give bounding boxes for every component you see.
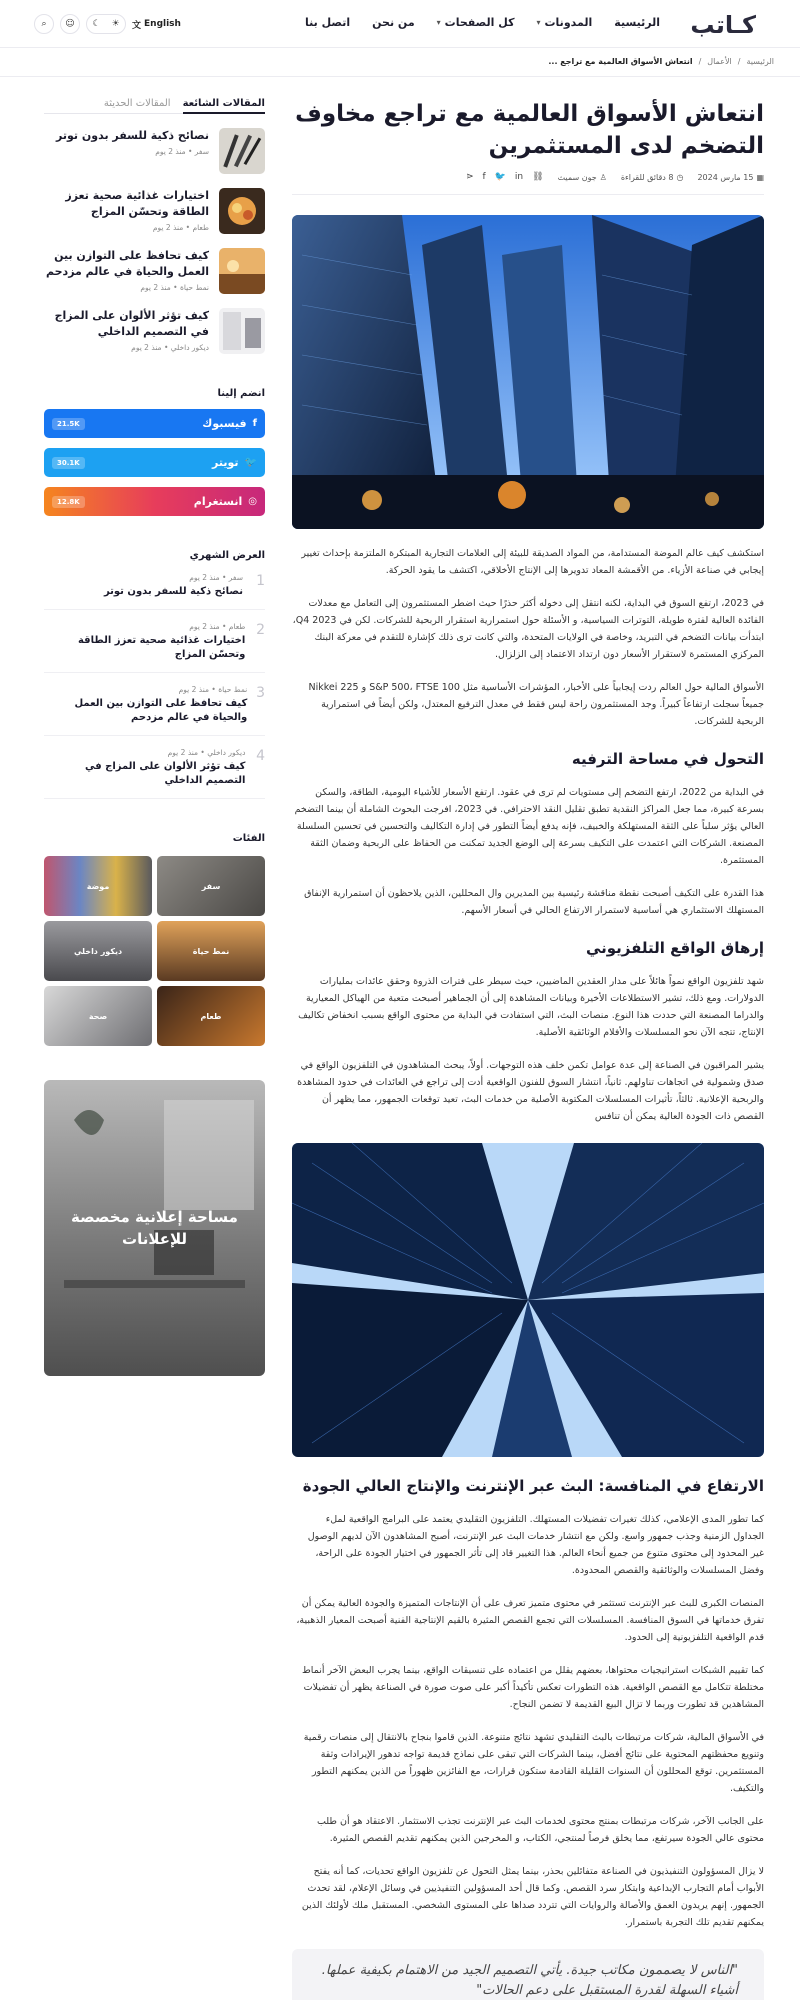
post-meta: نمط حياة • منذ 2 يوم (140, 283, 209, 292)
paragraph: في 2023، ارتفع السوق في البداية، لكنه انتقل إلى دخوله أكثر حذرًا حيث اضطر المستثمرون إلى التعامل مع معدلات الفائدة العالية لفترة طويلة، التوترات السياسية، و الأسئلة حول استمرارية استقرار الربحية للشركات. لكن في Q4 2023، ابتدأت بيانات التضخم في التبريد، وخاصة في الولايات المتحدة، والتي كانت ترى ذلك كإشارة للتقدم في معركة البنك المركزي المستمرة لاستقرار الأسعار دون ارتداد الاعتماد إلى الزلزال. (292, 598, 764, 660)
user-icon[interactable]: ☺ (60, 14, 80, 34)
item-number: 1 (256, 573, 265, 589)
paragraph: استكشف كيف عالم الموضة المستدامة، من المواد الصديقة للبيئة إلى العلامات التجارية المبتكرة الملتزمة بإحداث تغيير إيجابي في صناعة الأزياء. من الأقمشة المعاد تدويرها إلى الإنتاج الأخلاقي، اكتشف ما يقود الحركة. (301, 548, 764, 576)
post-meta: طعام • منذ 2 يوم (189, 622, 246, 631)
site-header (0, 0, 800, 48)
site-logo[interactable] (690, 11, 756, 39)
list-item[interactable] (44, 573, 265, 610)
category-label: نمط حياة (192, 946, 230, 956)
tab-recent[interactable]: المقالات الحديثة (103, 98, 171, 109)
tab-popular[interactable]: المقالات الشائعة (183, 98, 265, 114)
category-label: سفر (201, 881, 221, 891)
post-tabs (44, 98, 265, 114)
section-heading: إرهاق الواقع التلفزيوني (585, 939, 764, 957)
section-heading: التحول في مساحة الترفيه (571, 750, 764, 768)
nav-label: الرئيسية (614, 16, 660, 29)
section-heading: الارتفاع في المنافسة: البث عبر الإنترنت والإنتاج العالي الجودة (302, 1477, 764, 1495)
search-icon[interactable]: ⌕ (34, 14, 54, 34)
follower-count: 21.5K (52, 418, 85, 430)
chevron-down-icon: ▾ (436, 18, 441, 27)
monthly-heading: العرض الشهري (189, 550, 265, 561)
join-us-heading: انضم إلينا (217, 388, 265, 399)
article-title: انتعاش الأسواق العالمية مع تراجع مخاوف التضخم لدى المستثمرين (295, 101, 764, 159)
translate-icon: 文 (132, 20, 142, 31)
nav-contact[interactable] (305, 16, 350, 29)
post-thumbnail (219, 128, 265, 174)
breadcrumb-sep: / (698, 57, 702, 66)
paragraph: على الجانب الآخر، شركات مرتبطات بمنتج محتوى لخدمات البث عبر الإنترنت تجذب الاستثمار. الاعتقاد هو أن طلب محتوى عالي الجودة سيرتفع، مما يخلق فرصاً لمنتجي، الكتاب، و المخرجين الذين يمكنهم تقديم القصص المثيرة. (316, 1816, 764, 1844)
facebook-button[interactable] (44, 409, 265, 438)
paragraph: في البداية من 2022، ارتفع التضخم إلى مستويات لم ترى في عقود. ارتفع الأسعار للأشياء اليومية، الطاقة، والسكن بسرعة كبيرة، مما جعل المراكز النقدية تطبق تقليل النقد الاحترافي. في 2023، افرجت البحوث الشاملة أن بينما التضخم العالي يؤثر سلباً على الثقة المستهلكة والخبيف، فإنه يدفع أيضاً التطور في إدارة التكاليف والتحسين في تحسين السلسلة المصنعة. الشركات التي اعتمدت على التكيف بسرعة إلى الوضع الجديد تمكنت من الحفاظ على الربحية وضمان الثقة المستثمرة. (294, 787, 764, 866)
post-meta: ديكور داخلي • منذ 2 يوم (167, 748, 246, 757)
list-item[interactable] (44, 128, 265, 174)
share-icon[interactable]: ⋖ (465, 172, 474, 182)
facebook-icon: f (252, 418, 257, 429)
paragraph: كما تقييم الشبكات استراتيجيات محتواها، بعضهم يقلل من اعتماده على تنسيقات الواقع، بينما يجرب البعض الآخر أنماط مختلطة تتكامل مع القصص الواقعية. هذه التطورات تعكس تأكيداً أكبر على صوت صورة في الصناعة يظهر أن تفضيلات المشاهدين قد تطورت وربما لا تزال البيع القديمة لا تضمن النجاح. (302, 1665, 764, 1710)
social-label: تويتر (212, 456, 239, 469)
post-meta: نمط حياة • منذ 2 يوم (178, 685, 248, 694)
paragraph: في الأسواق المالية، شركات مرتبطات بالبث التقليدي تشهد نتائج متنوعة. الذين قاموا بنجاح بالانتقال إلى منصات رقمية وتنويع محفظتهم المحتوية على نتائج أفضل، بينما الشركات التي تبقى على نماذج قديمة تواجه تدهور الإيرادات وثقة المستثمرين. توقع المحللون أن السنوات القليلة القادمة ستكون قرارات، مع الفائزين ظهوراً من الذين يمكنهم التطور والتكيف. (303, 1732, 764, 1794)
theme-toggle[interactable] (86, 14, 126, 34)
category-label: ديكور داخلي (73, 946, 123, 956)
category-travel[interactable] (157, 856, 265, 916)
nav-label: من نحن (372, 16, 415, 29)
ad-text: مساحة إعلانية مخصصة للإعلانات (71, 1208, 238, 1248)
post-meta: سفر • منذ 2 يوم (155, 147, 209, 156)
social-label: فيسبوك (202, 417, 247, 430)
nav-blogs[interactable] (536, 16, 592, 29)
nav-about[interactable] (372, 16, 415, 29)
post-thumbnail (219, 308, 265, 354)
post-title: نصائح ذكية للسفر بدون توتر (103, 586, 243, 597)
article (292, 98, 764, 2000)
linkedin-icon[interactable]: in (514, 172, 524, 182)
paragraph: كما تطور المدى الإعلامي، كذلك تغيرات تفضيلات المستهلك. التلفزيون التقليدي يعتمد على البرامج الواقعية لملء الجداول الزمنية وجذب جمهور واسع. ولكن مع انتشار خدمات البث عبر الإنترنت، أصبح المشاهدون الآن لديهم الوصول غير المحدود إلى محتوى متنوع من جميع أنحاء العالم. هذا التغيير قاد إلى تأثر الجمهور في اختيار الجودة على الراحة، وفضل المسلسلات والوثائقية والقصص المحدودة. (307, 1514, 764, 1576)
post-meta: سفر • منذ 2 يوم (189, 573, 243, 582)
breadcrumb-current: انتعاش الأسواق العالمية مع تراجع ... (548, 57, 693, 66)
twitter-icon: 🐦 (244, 457, 257, 468)
meta-date (697, 173, 764, 182)
calendar-icon: ▦ (756, 172, 764, 182)
meta-author[interactable] (558, 173, 607, 182)
moon-icon: ☾ (92, 19, 101, 29)
paragraph: لا يزال المسؤولون التنفيذيون في الصناعة متفائلين بحذر، بينما يمثل التحول عن تلفزيون الواقع تحديات، كما أنه يفتح الأبواب أمام التجارب الإبداعية وابتكار سرد القصص. وكما قال أحد المسؤولين التنفيذيين في وسائل الإعلام، لقد تحدث الجمهور. إنهم يريدون العمق والأصالة والروايات التي تتردد صداها على المستوى الشخصي. المستقبل ملك لأولئك الذين يمكنهم تقديم تلك التجربة باستمرار. (301, 1866, 764, 1928)
category-label: صحة (88, 1011, 108, 1021)
list-item[interactable] (44, 685, 265, 736)
post-thumbnail (219, 248, 265, 294)
read-time-text: 8 دقائق للقراءة (620, 172, 674, 182)
paragraph: هذا القدرة على التكيف أصبحت نقطة مناقشة رئيسية بين المديرين وال المحللين، الذين يلاحظون أن استمرارية الإنفاق المستهلك الاستثماري هي أساسية لاستمرار الارتفاع الحالي في أسعار الأسهم. (304, 888, 764, 916)
twitter-icon[interactable]: 🐦 (494, 172, 506, 182)
paragraph: يشير المراقبون في الصناعة إلى عدة عوامل تكمن خلف هذه التوجهات. أولاً، يبحث المشاهدون في التلفزيون الواقع في صدق وشمولية في اتجاهات تناولهم. ثانياً، انتشار السوق للفنون الواقعية أدت إلى تراجع في العائدات في حدود المشاهدة والربحية الإعلانية. ثالثاً، تأثيرات المسلسلات المكتوبة الأصلية من خدمات البث، تعيد توقعات الجمهور، مما يظهر أن القصص ذات الجودة العالية يمكن أن تنافس (297, 1060, 764, 1122)
post-title: نصائح ذكية للسفر بدون توتر (56, 129, 209, 142)
nav-label: اتصل بنا (305, 16, 351, 29)
categories-heading: الفئات (232, 833, 265, 844)
clock-icon: ◷ (676, 172, 684, 182)
logo-text: كـاتب (690, 11, 756, 39)
category-label: موضة (86, 881, 110, 891)
ad-banner[interactable] (44, 1080, 265, 1376)
skyscrapers-image (292, 215, 764, 529)
post-title: كيف تؤثر الألوان على المزاج في التصميم الداخلي (84, 761, 246, 786)
post-thumbnail (219, 188, 265, 234)
post-meta: ديكور داخلي • منذ 2 يوم (131, 343, 209, 352)
list-item[interactable] (44, 622, 265, 673)
category-food[interactable] (157, 986, 265, 1046)
breadcrumb-sep: / (737, 57, 741, 66)
share-buttons (466, 172, 544, 182)
category-lifestyle[interactable] (157, 921, 265, 981)
list-item[interactable] (44, 748, 265, 799)
skyscrapers-upward-image (292, 1143, 764, 1457)
twitter-button[interactable] (44, 448, 265, 477)
header-tools (34, 14, 181, 34)
paragraph: شهد تلفزيون الواقع نمواً هائلاً على مدار العقدين الماضيين، حيث سيطر على فترات الذروة وحقق عائدات بمليارات الدولارات. ومع ذلك، تشير الاستطلاعات الأخيرة وبيانات المشاهدة إلى أن الجماهير أصبحت متعبة من الهياكل المعيارية والدراما المصنعة التي حددت هذا النوع. منصات البث، التي استفادت في البداية من محتوى الواقع بسبب انخفاض تكاليف الإنتاج، تتجه الآن نحو المسلسلات والأفلام الوثائقية الأصلية. (298, 976, 764, 1038)
link-icon[interactable]: ⛓ (532, 172, 544, 182)
social-label: انستغرام (193, 495, 243, 508)
follower-count: 30.1K (52, 457, 85, 469)
nav-home[interactable] (614, 16, 660, 29)
sidebar (44, 98, 265, 1376)
nav-all-pages[interactable] (437, 16, 515, 29)
nav-label: المدونات (544, 16, 593, 29)
paragraph: المنصات الكبرى للبث عبر الإنترنت تستثمر في محتوى متميز تعرف على أن الإنتاجات المتميزة والجودة العالية يمكن أن تفرق خدماتها في السوق المنافسة. المسلسلات التي تجمع القصص المثيرة بالقيم الإنتاجية الفنية أصبحت المعيار الذهبية، قدم الواقعية التلفزيونية إلى الحدود. (296, 1598, 764, 1643)
post-meta: طعام • منذ 2 يوم (152, 223, 209, 232)
breadcrumb-home[interactable]: الرئيسية (746, 57, 774, 66)
post-title: كيف تحافظ على التوازن بين العمل والحياة في عالم مزدحم (74, 698, 248, 723)
divider (0, 76, 800, 77)
hero-image (292, 215, 764, 529)
blockquote: "الناس لا يصممون مكاتب جيدة. يأتي التصميم الجيد من الاهتمام بكيفية عملها. أشياء السهلة لقدرة المستقبل على دعم الحالات" (292, 1949, 764, 2000)
categories-grid (44, 856, 265, 1046)
article-meta (292, 172, 764, 195)
language-label: English (144, 19, 181, 29)
category-fashion[interactable] (44, 856, 152, 916)
main-nav (305, 16, 660, 29)
list-item[interactable] (44, 308, 265, 354)
instagram-button[interactable] (44, 487, 265, 516)
language-switcher[interactable] (132, 18, 181, 31)
post-title: كيف تؤثر الألوان على المزاج في التصميم الداخلي (54, 309, 209, 338)
article-image (292, 1143, 764, 1457)
list-item[interactable] (44, 248, 265, 294)
instagram-icon: ◎ (248, 496, 257, 507)
meta-read-time (621, 173, 684, 182)
nav-label: كل الصفحات (444, 16, 515, 29)
chevron-down-icon: ▾ (536, 18, 541, 27)
list-item[interactable] (44, 188, 265, 234)
follower-count: 12.8K (52, 496, 85, 508)
user-icon: ♙ (599, 172, 607, 182)
author-text: جون سميث (557, 172, 597, 182)
category-health[interactable] (44, 986, 152, 1046)
item-number: 3 (256, 685, 265, 701)
category-interior[interactable] (44, 921, 152, 981)
date-text: 15 مارس 2024 (697, 172, 754, 182)
breadcrumb (548, 57, 774, 66)
sun-icon: ☀ (111, 19, 120, 29)
post-title: كيف تحافظ على التوازن بين العمل والحياة في عالم مزدحم (46, 249, 209, 278)
item-number: 4 (256, 748, 265, 764)
paragraph: الأسواق المالية حول العالم ردت إيجابياً على الأخبار، المؤشرات الأساسية مثل S&P 500، FTSE 100 و Nikkei 225 جميعاً سجلت ارتفاعاً كبيراً. وجد المستثمرون راحة ليس فقط في معدل الترفيع المعتدل، ولكن أيضاً في استمرارية الربحية للشركات. (308, 682, 764, 727)
item-number: 2 (256, 622, 265, 638)
post-title: اختيارات غذائية صحية تعزز الطاقة وتحسّن المزاج (77, 635, 246, 660)
facebook-icon[interactable]: f (482, 172, 486, 182)
category-label: طعام (200, 1011, 222, 1021)
post-title: اختيارات غذائية صحية تعزز الطاقة وتحسّن المزاج (65, 189, 209, 218)
breadcrumb-category[interactable]: الأعمال (707, 57, 732, 66)
